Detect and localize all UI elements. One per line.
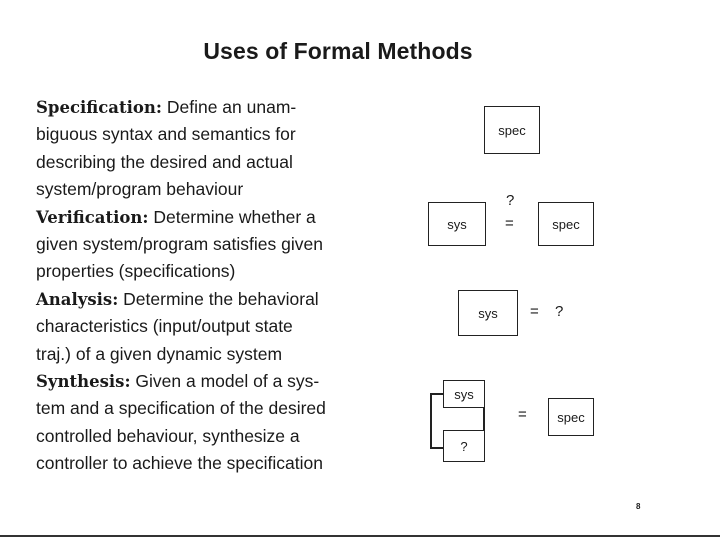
synthesis-line-4: controller to achieve the specification	[36, 453, 323, 474]
analysis-term: Analysis:	[36, 289, 119, 309]
specification-text: Define an unam-	[161, 97, 297, 117]
synthesis-controller-box	[443, 430, 485, 462]
text-block	[36, 94, 416, 478]
verification-spec-box	[538, 202, 594, 246]
verification-line-1	[36, 204, 416, 231]
synthesis-line-2: tem and a specification of the desired	[36, 398, 326, 419]
synthesis-loop-bottom-wire	[430, 447, 444, 449]
analysis-line-1	[36, 286, 416, 313]
analysis-equals-sign: =	[530, 303, 539, 320]
verification-text: Determine whether a	[148, 206, 316, 227]
synthesis-equals-sign: =	[518, 406, 527, 423]
spec-box	[484, 106, 540, 154]
synthesis-line-1	[36, 368, 416, 395]
synthesis-term: Synthesis:	[36, 372, 131, 392]
synthesis-spec-label: spec	[557, 409, 585, 425]
synthesis-controller-label: ?	[460, 438, 468, 454]
slide-title: Uses of Formal Methods	[203, 38, 473, 64]
analysis-sys-label: sys	[478, 305, 498, 321]
synthesis-line-3: controlled behaviour, synthesize a	[36, 425, 300, 446]
verification-equals-sign: =	[505, 215, 514, 232]
analysis-line-2: characteristics (input/output state	[36, 316, 293, 337]
synthesis-sys-label: sys	[454, 386, 474, 402]
specification-term: Specification:	[36, 98, 162, 117]
verification-line-2: given system/program satisfies given	[36, 234, 323, 255]
analysis-sys-box	[458, 290, 518, 336]
spec-box-label: spec	[498, 122, 526, 138]
analysis-text: Determine the behavioral	[118, 288, 319, 309]
page-number: 8	[636, 502, 641, 511]
specification-line-1	[36, 94, 416, 121]
synthesis-loop-left-wire	[430, 393, 432, 448]
synthesis-spec-box	[548, 398, 594, 436]
verification-term: Verification:	[36, 207, 149, 227]
analysis-question-mark: ?	[555, 303, 564, 320]
footer-rule	[0, 535, 720, 537]
synthesis-loop-top-wire	[430, 393, 444, 395]
verification-sys-box	[428, 202, 486, 246]
synthesis-sys-box	[443, 380, 485, 408]
synthesis-text: Given a model of a sys-	[130, 371, 320, 392]
verification-spec-label: spec	[552, 216, 580, 232]
specification-line-4: system/program behaviour	[36, 179, 244, 200]
analysis-line-3: traj.) of a given dynamic system	[36, 343, 283, 364]
verification-question-mark: ?	[506, 192, 515, 209]
specification-line-2: biguous syntax and semantics for	[36, 124, 296, 145]
verification-line-3: properties (specifications)	[36, 261, 236, 282]
specification-line-3: describing the desired and actual	[36, 151, 293, 172]
verification-sys-label: sys	[447, 216, 467, 232]
